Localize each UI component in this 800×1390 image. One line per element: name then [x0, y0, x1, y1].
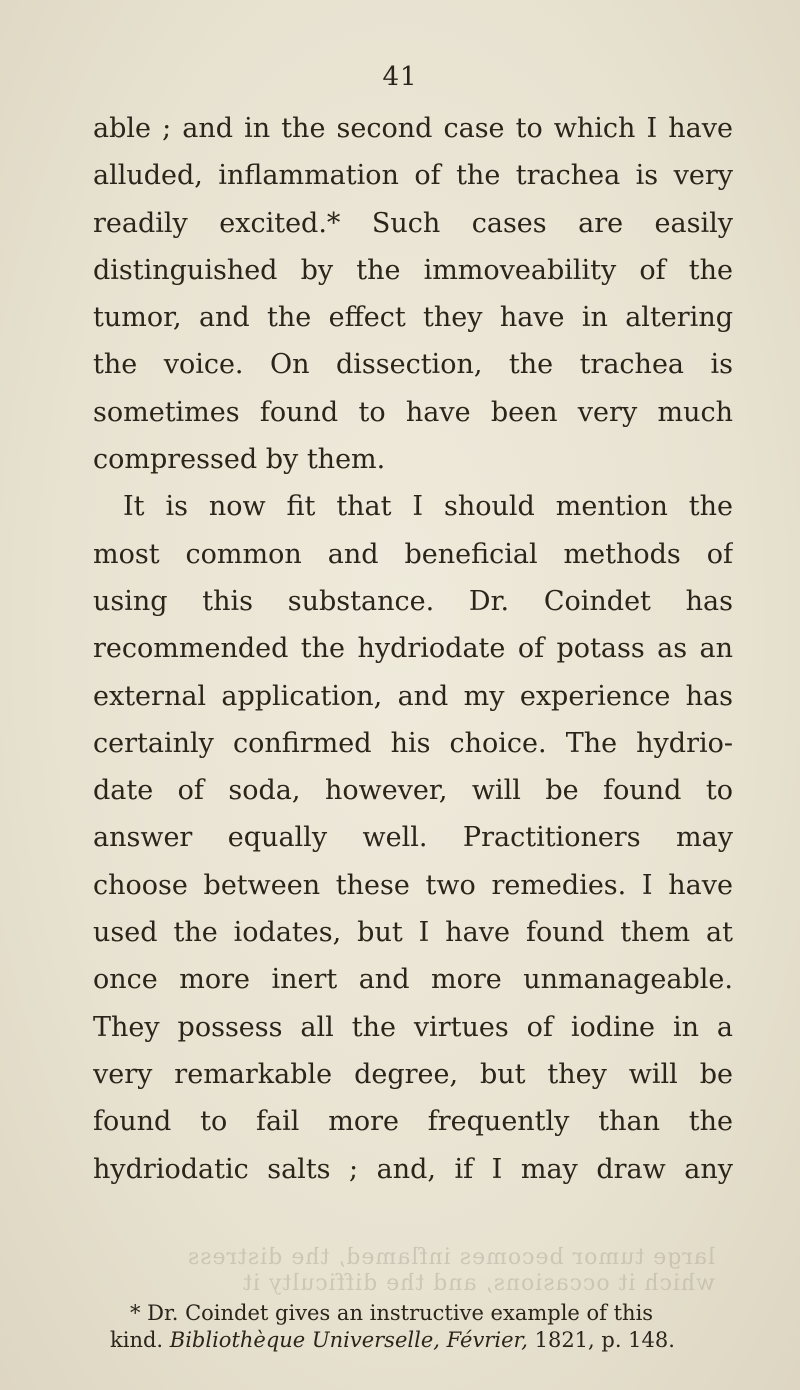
text-line: alluded, inflammation of the trachea is very: [93, 160, 733, 192]
text-line: the voice. On dissection, the trachea is: [93, 349, 733, 381]
text-line: answer equally well. Practitioners may: [93, 822, 733, 854]
bleed-through-line: large tumor becomes inflamed, the distress: [186, 1245, 715, 1270]
text-line: certainly confirmed his choice. The hydrio-: [93, 727, 733, 759]
text-line: date of soda, however, will be found to: [93, 775, 733, 807]
footnote: [110, 1300, 730, 1354]
bleed-through-line: which it occasions, and the difficulty it: [242, 1271, 715, 1296]
footnote-line: * Dr. Coindet gives an instructive example of this: [130, 1301, 654, 1325]
bleed-through-text: [95, 1245, 715, 1297]
text-line: compressed by them.: [93, 444, 386, 476]
text-line: readily excited.* Such cases are easily: [93, 207, 733, 239]
text-line: very remarkable degree, but they will be: [93, 1058, 733, 1090]
text-line: found to fail more frequently than the: [93, 1106, 733, 1138]
footnote-citation: 1821, p. 148.: [534, 1328, 675, 1352]
text-line: hydriodatic salts ; and, if I may draw any: [93, 1153, 733, 1185]
text-line: distinguished by the immoveability of the: [93, 254, 733, 286]
text-line: once more inert and more unmanageable.: [93, 964, 733, 996]
footnote-line: [110, 1327, 730, 1354]
text-line: tumor, and the effect they have in altering: [93, 302, 733, 334]
text-line: able ; and in the second case to which I have: [93, 113, 733, 144]
text-line: most common and beneficial methods of: [93, 538, 733, 570]
text-line: It is now fit that I should mention the: [123, 491, 733, 523]
text-line: used the iodates, but I have found them at: [93, 917, 733, 949]
text-line: recommended the hydriodate of potass as an: [93, 633, 733, 665]
text-line: choose between these two remedies. I have: [93, 869, 733, 901]
footnote-prefix: kind.: [110, 1328, 164, 1352]
text-line: They possess all the virtues of iodine in a: [93, 1011, 733, 1043]
page-number: 41: [382, 62, 418, 92]
text-line: using this substance. Dr. Coindet has: [93, 585, 733, 617]
text-line: sometimes found to have been very much: [93, 396, 733, 428]
body-text: [93, 105, 733, 1193]
footnote-source: Bibliothèque Universelle, Février,: [169, 1328, 528, 1352]
text-line: external application, and my experience has: [93, 680, 733, 712]
